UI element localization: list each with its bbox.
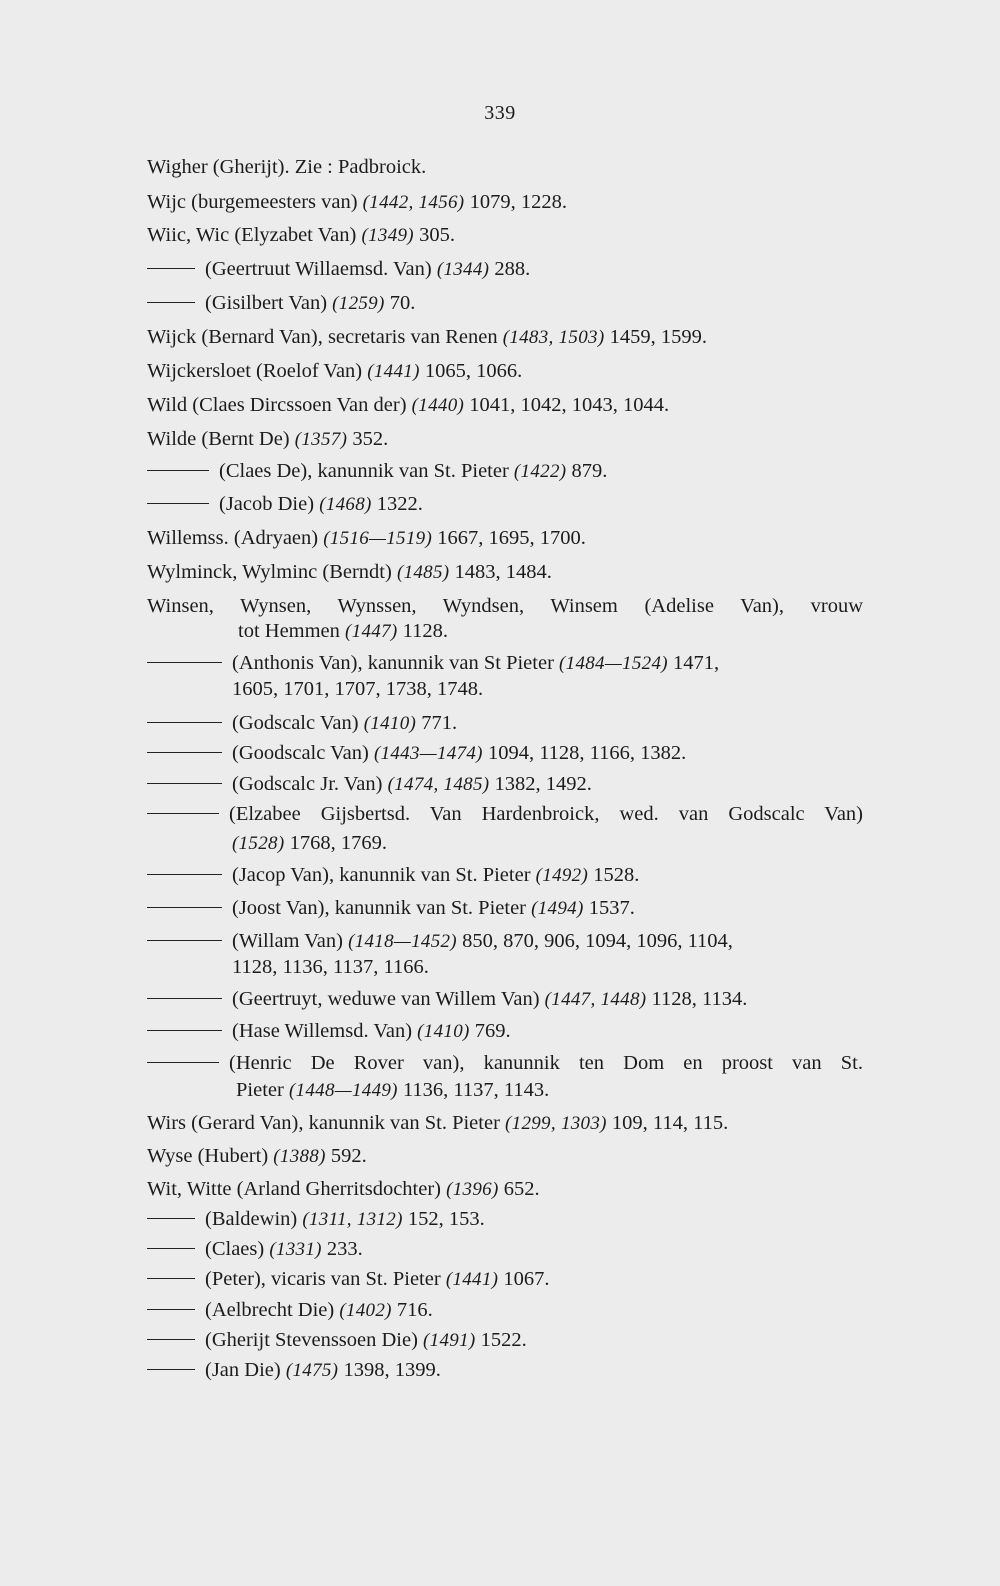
entry-references: 771.	[416, 712, 458, 734]
entry-text: Winsen, Wynsen, Wynssen, Wyndsen, Winsem (Adelise Van), vrouw	[147, 595, 863, 617]
entry-text: Wilde (Bernt De)	[147, 428, 295, 450]
entry-years: (1410)	[363, 713, 417, 734]
entry-years: (1396)	[446, 1179, 499, 1200]
index-entry	[147, 358, 522, 384]
entry-text: Wigher (Gherijt). Zie : Padbroick.	[147, 156, 427, 178]
entry-text: (Gisilbert Van)	[205, 292, 333, 314]
index-entry	[147, 740, 686, 766]
entry-years: (1441)	[445, 1269, 499, 1290]
entry-references: 152, 153.	[402, 1208, 485, 1230]
entry-years: (1485)	[396, 562, 450, 583]
index-entry	[147, 650, 719, 676]
entry-references: 850, 870, 906, 1094, 1096, 1104,	[456, 930, 733, 952]
index-entry	[147, 189, 567, 215]
index-entry	[147, 222, 455, 248]
entry-text: Wild (Claes Dircssoen Van der)	[147, 394, 412, 416]
entry-years: (1441)	[367, 361, 420, 382]
entry-years: (1388)	[273, 1146, 326, 1167]
entry-text: (Joost Van), kanunnik van St. Pieter	[232, 897, 532, 919]
ditto-dash	[147, 813, 219, 814]
entry-text: (Hase Willemsd. Van)	[232, 1020, 418, 1042]
entry-years: (1491)	[423, 1330, 476, 1351]
entry-years: (1349)	[361, 225, 414, 246]
entry-years: (1331)	[269, 1239, 322, 1260]
index-entry	[147, 1176, 540, 1202]
entry-years: (1443—1474)	[373, 743, 483, 764]
ditto-dash	[147, 1339, 195, 1340]
entry-text: (Jan Die)	[205, 1359, 286, 1381]
index-entry	[147, 458, 607, 484]
entry-references: 879.	[566, 460, 608, 482]
ditto-dash	[147, 783, 222, 784]
index-entry	[147, 986, 747, 1012]
entry-text: (Gherijt Stevenssoen Die)	[205, 1329, 424, 1351]
entry-years: (1299, 1303)	[505, 1113, 607, 1134]
entry-text: (Godscalc Jr. Van)	[232, 773, 388, 795]
entry-years: (1516—1519)	[323, 528, 433, 549]
entry-references: 1094, 1128, 1166, 1382.	[482, 742, 687, 764]
entry-years: (1418—1452)	[348, 931, 457, 952]
index-entry	[147, 1143, 367, 1169]
index-entry	[147, 525, 586, 551]
index-entry	[147, 1206, 485, 1232]
entry-references: 1136, 1137, 1143.	[397, 1079, 550, 1101]
entry-text: Pieter	[236, 1079, 289, 1101]
entry-text: (Peter), vicaris van St. Pieter	[205, 1268, 446, 1290]
index-entry	[147, 1297, 433, 1323]
index-entry	[147, 1110, 728, 1136]
entry-years: (1357)	[294, 429, 348, 450]
entry-years: (1311, 1312)	[302, 1209, 403, 1230]
entry-references: 233.	[321, 1238, 363, 1260]
entry-references: 1471,	[667, 652, 720, 674]
entry-text: Wijck (Bernard Van), secretaris van Renen	[147, 326, 503, 348]
entry-references: 1065, 1066.	[419, 360, 523, 382]
entry-references: 716.	[391, 1299, 433, 1321]
entry-text: 1605, 1701, 1707, 1738, 1748.	[232, 678, 484, 700]
index-entry	[147, 593, 863, 619]
index-entry	[147, 154, 426, 180]
entry-text: (Godscalc Van)	[232, 712, 364, 734]
index-entry	[147, 1018, 511, 1044]
index-entry	[147, 491, 423, 517]
entry-years: (1475)	[285, 1360, 339, 1381]
entry-years: (1468)	[319, 494, 372, 515]
entry-years: (1440)	[411, 395, 465, 416]
entry-text: (Henric De Rover van), kanunnik ten Dom en proost van St.	[229, 1052, 863, 1074]
entry-years: (1447)	[345, 621, 398, 642]
ditto-dash	[147, 907, 222, 908]
entry-text: Wijc (burgemeesters van)	[147, 191, 363, 213]
entry-text: (Jacop Van), kanunnik van St. Pieter	[232, 864, 536, 886]
entry-years: (1483, 1503)	[502, 327, 605, 348]
ditto-dash	[147, 1278, 195, 1279]
ditto-dash	[147, 874, 222, 875]
entry-references: 1398, 1399.	[338, 1359, 441, 1381]
ditto-dash	[147, 998, 222, 999]
entry-text: (Anthonis Van), kanunnik van St Pieter	[232, 652, 560, 674]
entry-years: (1402)	[339, 1300, 392, 1321]
entry-references: 1522.	[475, 1329, 527, 1351]
ditto-dash	[147, 302, 195, 303]
entry-references: 592.	[325, 1145, 367, 1167]
index-entry	[147, 324, 707, 350]
entry-references: 1067.	[498, 1268, 550, 1290]
ditto-dash	[147, 752, 222, 753]
ditto-dash	[147, 662, 222, 663]
index-entry	[147, 928, 733, 954]
entry-text: Wirs (Gerard Van), kanunnik van St. Pieter	[147, 1112, 506, 1134]
entry-years: (1448—1449)	[288, 1080, 398, 1101]
index-entry-continuation	[232, 830, 387, 856]
index-entry	[147, 801, 863, 827]
index-entry	[147, 1266, 550, 1292]
index-entry	[147, 1236, 363, 1262]
entry-references: 1322.	[371, 493, 423, 515]
entry-text: 1128, 1136, 1137, 1166.	[232, 956, 429, 978]
entry-years: (1447, 1448)	[544, 989, 647, 1010]
entry-references: 1528.	[588, 864, 640, 886]
entry-references: 769.	[469, 1020, 511, 1042]
entry-references: 1041, 1042, 1043, 1044.	[464, 394, 670, 416]
index-entry-continuation	[238, 618, 448, 644]
entry-text: Willemss. (Adryaen)	[147, 527, 324, 549]
index-entry	[147, 1050, 863, 1076]
entry-text: (Goodscalc Van)	[232, 742, 374, 764]
index-entry	[147, 1357, 441, 1383]
entry-text: (Claes De), kanunnik van St. Pieter	[219, 460, 514, 482]
entry-years: (1422)	[513, 461, 567, 482]
index-entry	[147, 771, 592, 797]
entry-text: (Elzabee Gijsbertsd. Van Hardenbroick, wed. van Godscalc Van)	[229, 803, 863, 825]
index-entry	[147, 256, 530, 282]
entry-references: 70.	[384, 292, 416, 314]
ditto-dash	[147, 722, 222, 723]
entry-text: (Geertruut Willaemsd. Van)	[205, 258, 437, 280]
entry-text: (Claes)	[205, 1238, 270, 1260]
ditto-dash	[147, 940, 222, 941]
index-entry-continuation	[236, 1077, 549, 1103]
entry-years: (1442, 1456)	[362, 192, 465, 213]
entry-years: (1474, 1485)	[387, 774, 490, 795]
index-entry	[147, 862, 639, 888]
ditto-dash	[147, 268, 195, 269]
page-number: 339	[484, 102, 516, 124]
index-entry	[147, 710, 457, 736]
ditto-dash	[147, 1369, 195, 1370]
entry-text: Wyse (Hubert)	[147, 1145, 274, 1167]
ditto-dash	[147, 1248, 195, 1249]
index-entry-continuation	[232, 954, 429, 980]
entry-text: (Aelbrecht Die)	[205, 1299, 340, 1321]
index-entry	[147, 559, 552, 585]
ditto-dash	[147, 1218, 195, 1219]
index-entry	[147, 392, 669, 418]
entry-years: (1528)	[232, 833, 285, 854]
entry-text: tot Hemmen	[238, 620, 346, 642]
entry-references: 652.	[498, 1178, 540, 1200]
entry-references: 1459, 1599.	[604, 326, 707, 348]
entry-references: 1382, 1492.	[489, 773, 592, 795]
entry-references: 305.	[413, 224, 455, 246]
ditto-dash	[147, 1062, 219, 1063]
entry-references: 352.	[347, 428, 389, 450]
ditto-dash	[147, 503, 209, 504]
ditto-dash	[147, 1030, 222, 1031]
index-entry	[147, 895, 635, 921]
entry-years: (1484—1524)	[559, 653, 668, 674]
entry-text: (Baldewin)	[205, 1208, 303, 1230]
entry-references: 1079, 1228.	[464, 191, 567, 213]
index-entry	[147, 1327, 527, 1353]
ditto-dash	[147, 470, 209, 471]
entry-references: 109, 114, 115.	[606, 1112, 729, 1134]
entry-text: Wylminck, Wylminc (Berndt)	[147, 561, 397, 583]
index-entry	[147, 426, 388, 452]
entry-references: 288.	[489, 258, 531, 280]
entry-references: 1537.	[583, 897, 635, 919]
entry-years: (1344)	[436, 259, 490, 280]
entry-years: (1492)	[535, 865, 589, 886]
entry-years: (1259)	[332, 293, 385, 314]
entry-references: 1667, 1695, 1700.	[432, 527, 586, 549]
entry-references: 1483, 1484.	[449, 561, 552, 583]
index-entry-continuation	[232, 676, 483, 702]
entry-text: (Jacob Die)	[219, 493, 320, 515]
entry-text: Wit, Witte (Arland Gherritsdochter)	[147, 1178, 447, 1200]
ditto-dash	[147, 1309, 195, 1310]
entry-text: Wijckersloet (Roelof Van)	[147, 360, 368, 382]
entry-references: 1128, 1134.	[646, 988, 748, 1010]
entry-text: (Geertruyt, weduwe van Willem Van)	[232, 988, 545, 1010]
entry-text: (Willam Van)	[232, 930, 349, 952]
entry-years: (1494)	[531, 898, 584, 919]
index-entry	[147, 290, 415, 316]
entry-references: 1128.	[397, 620, 449, 642]
entry-text: Wiic, Wic (Elyzabet Van)	[147, 224, 362, 246]
entry-references: 1768, 1769.	[284, 832, 387, 854]
entry-years: (1410)	[417, 1021, 470, 1042]
